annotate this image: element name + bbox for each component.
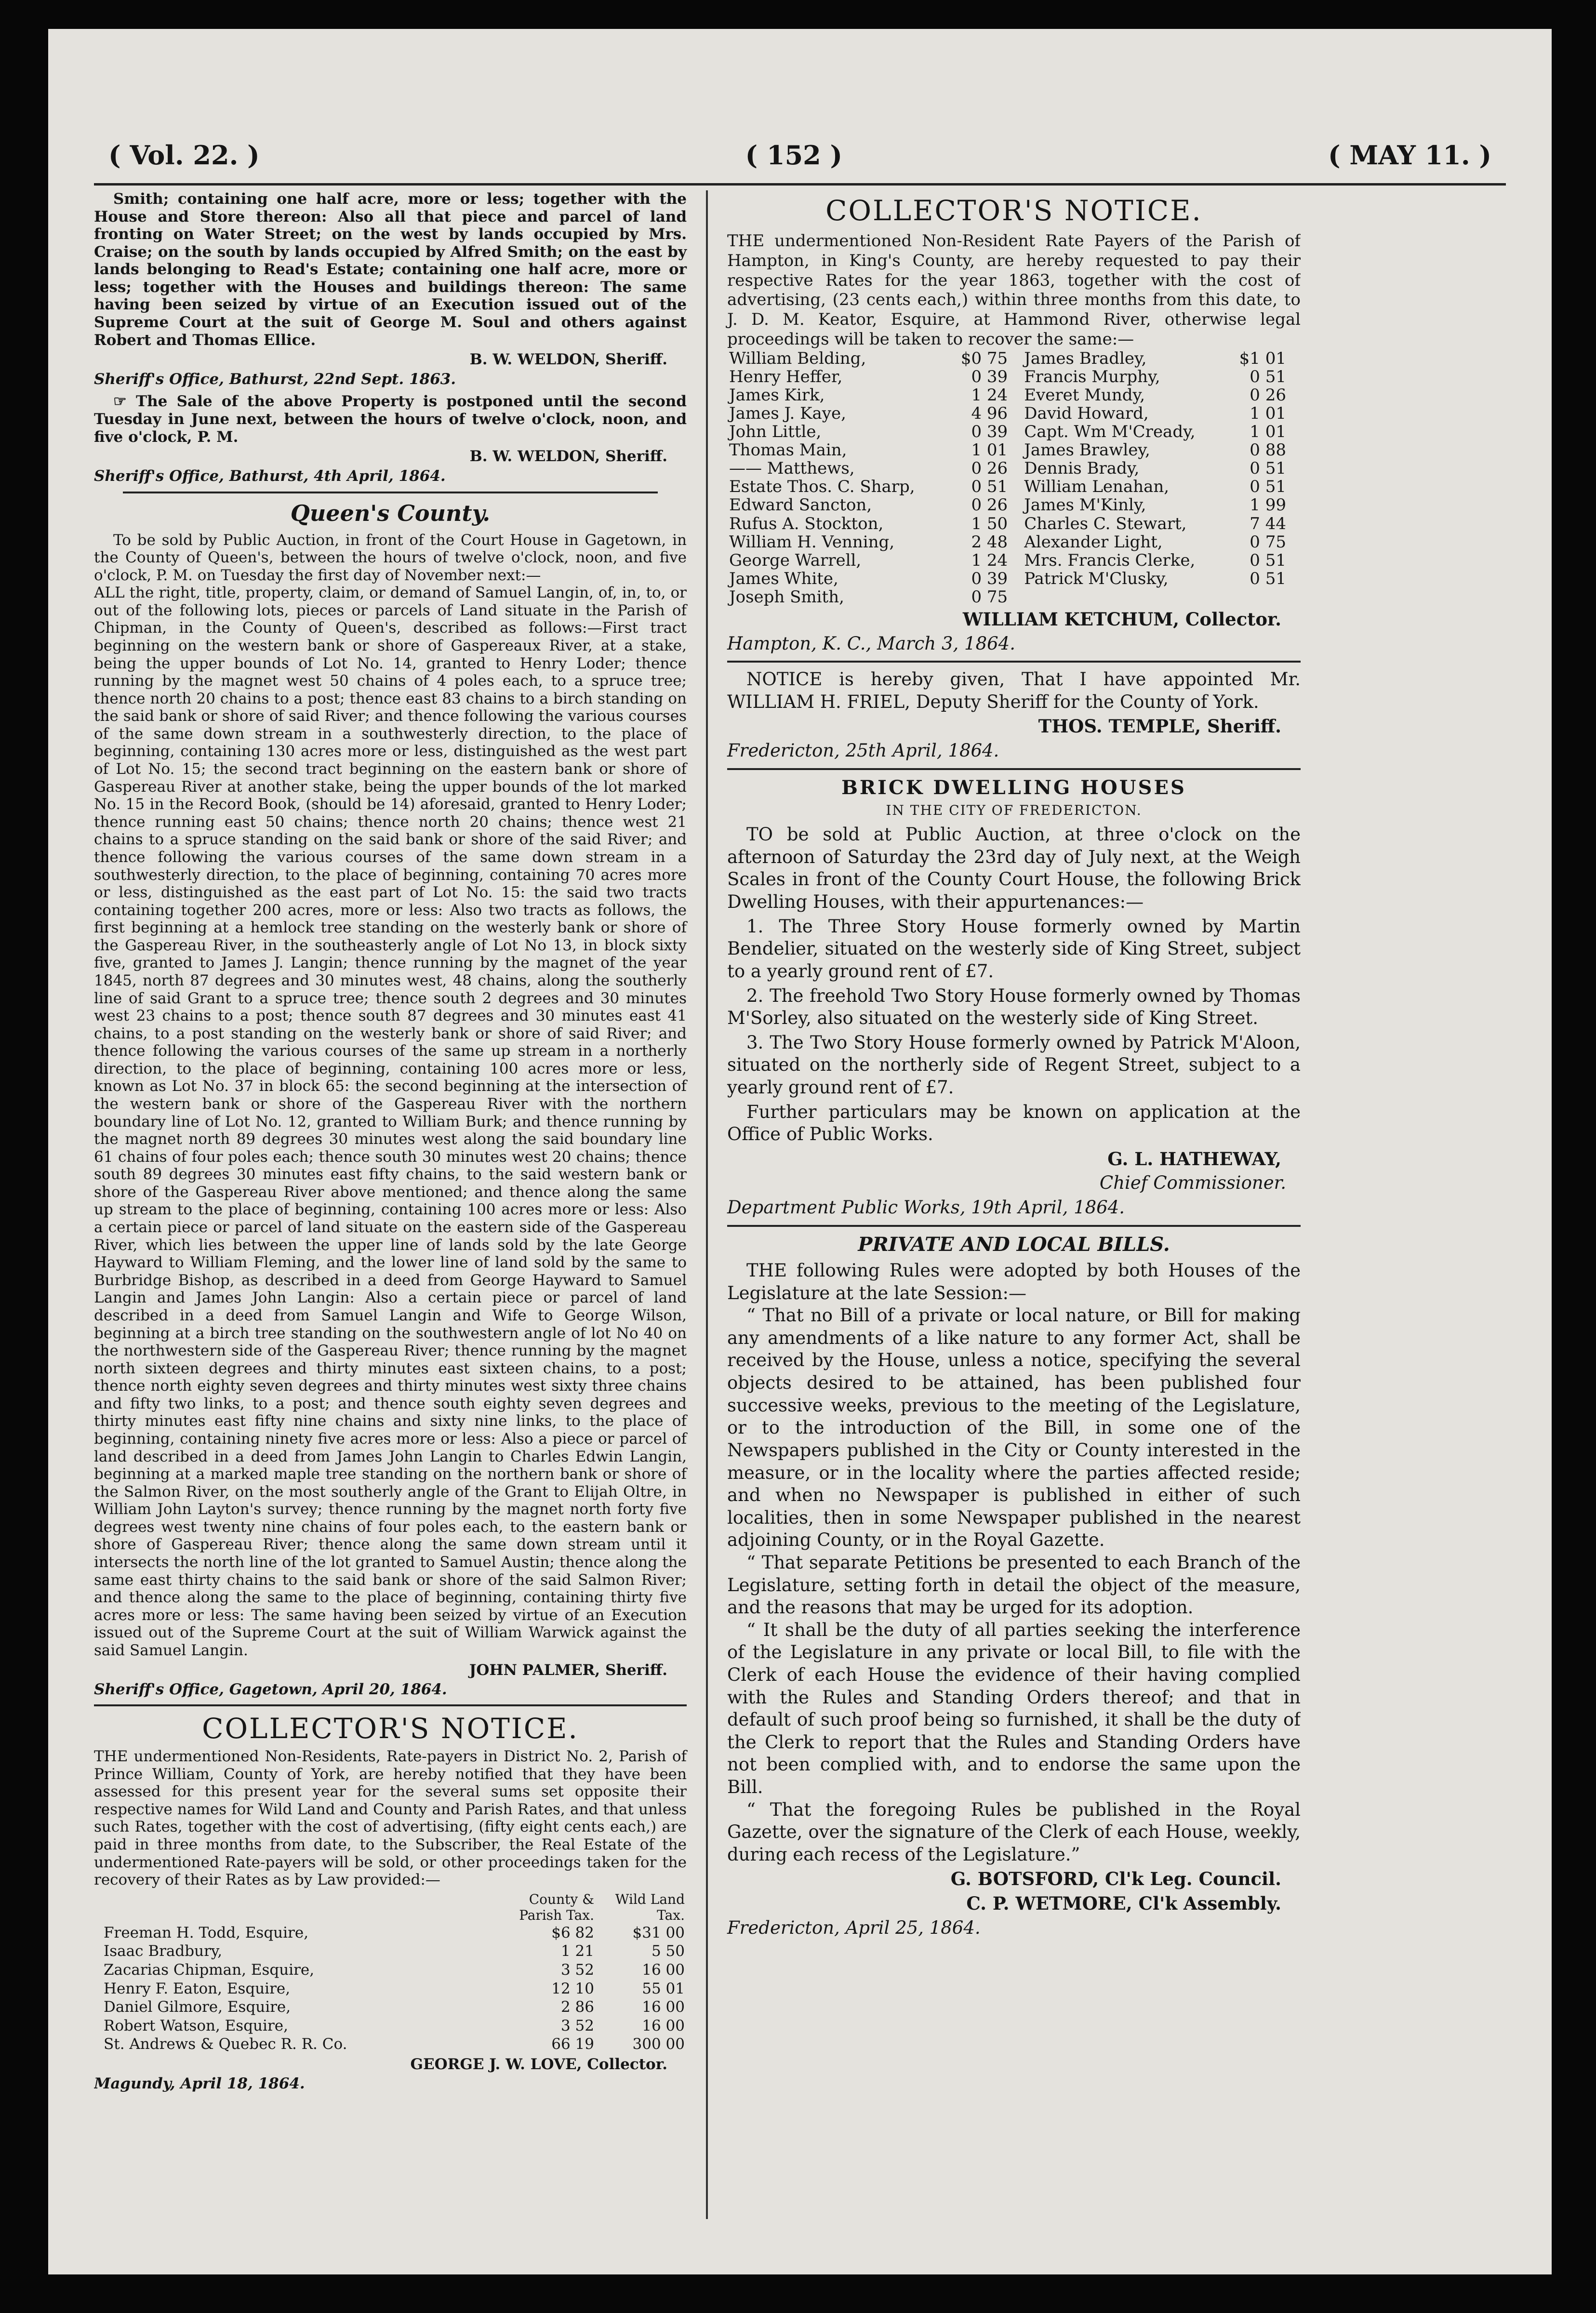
table-row: Henry F. Eaton, Esquire, 12 10 55 01 — [104, 1980, 685, 1997]
brick-signature: G. L. HATHEWAY, — [1107, 1148, 1281, 1170]
tax-table-header — [94, 1891, 687, 1924]
table-row: Thomas Main, 1 01 James Brawley, 0 88 — [729, 440, 1286, 460]
list-item: 3. The Two Story House formerly owned by Patrick M'Aloon, situated on the northerly side of Regent Street, subject to a yearly ground rent of £7. — [727, 1032, 1301, 1098]
table-row: Henry Heffer, 0 39 Francis Murphy, 0 51 — [729, 367, 1286, 386]
brick-houses-subheading: IN THE CITY OF FREDERICTON. — [886, 802, 1142, 818]
section-rule — [94, 1704, 687, 1706]
volume-label: ( Vol. 22. ) — [108, 140, 260, 171]
collector-signature: GEORGE J. W. LOVE, Collector. — [410, 2055, 667, 2073]
table-row: James White, 0 39 Patrick M'Clusky, 0 51 — [729, 569, 1286, 588]
collector-date: Magundy, April 18, 1864. — [94, 2075, 305, 2093]
brick-date: Department Public Works, 19th April, 1864. — [727, 1197, 1125, 1218]
private-bills-date: Fredericton, April 25, 1864. — [727, 1917, 981, 1938]
queens-date: Sheriff's Office, Gagetown, April 20, 1864. — [94, 1681, 447, 1699]
sheriff-date: Sheriff's Office, Bathurst, 22nd Sept. 1863. — [94, 370, 456, 388]
brick-houses-list — [727, 916, 1301, 1099]
sheriff-signature: B. W. WELDON, Sheriff. — [469, 351, 667, 369]
section-rule — [727, 661, 1301, 663]
collector-notice-heading: COLLECTOR'S NOTICE. — [202, 1712, 579, 1745]
private-bills-rule: “ It shall be the duty of all parties seeking the interference of the Legislature in any private or local Bill, to file with the Clerk of each House the evidence of their having complied with the Rules and Standing Orders thereof; and that in default of such proof being so furnished, it shall be the duty of the Clerk to report that the Rules and Standing Orders have not been complied with, and to endorse the same upon the Bill. — [727, 1619, 1301, 1798]
table-row: Rufus A. Stockton, 1 50 Charles C. Stewart, 7 44 — [729, 514, 1286, 533]
private-bills-intro: THE following Rules were adopted by both Houses of the Legislature at the late Session:— — [727, 1260, 1301, 1303]
postponement-signature: B. W. WELDON, Sheriff. — [469, 448, 667, 465]
list-item: 2. The freehold Two Story House formerly owned by Thomas M'Sorley, also situated on the westerly side of King Street. — [727, 985, 1301, 1029]
newspaper-page — [48, 29, 1552, 2274]
table-row: St. Andrews & Quebec R. R. Co. 66 19 300 00 — [104, 2035, 685, 2053]
brick-houses-heading: BRICK DWELLING HOUSES — [841, 776, 1186, 799]
table-row: Daniel Gilmore, Esquire, 2 86 16 00 — [104, 1998, 685, 2016]
queens-sale-intro: To be sold by Public Auction, in front of the Court House in Gagetown, in the County of Queen's, between the hours of twelve o'clock, noon, and five o'clock, P. M. on Tuesday the first day of November next:— — [94, 531, 687, 584]
queens-signature: JOHN PALMER, Sheriff. — [469, 1661, 667, 1679]
table-row: —— Matthews, 0 26 Dennis Brady, 0 51 — [729, 459, 1286, 479]
tax-table — [94, 1891, 687, 2054]
collector-notice-body: THE undermentioned Non-Residents, Rate-payers in District No. 2, Parish of Prince William, County of York, are hereby notified that they have been assessed for this present year for the several sums set opposite their respective names for Wild Land and County and Parish Rates, and that unless such Rates, together with the cost of advertising, (fifty eight cents each,) are paid in three months from date, to the Subscriber, the Real Estate of the undermentioned Rate-payers will be sold, or other proceedings taken for the recovery of their Rates as by Law provided:— — [94, 1748, 687, 1889]
table-row: Freeman H. Todd, Esquire, $6 82 $31 00 — [104, 1924, 685, 1941]
table-row: John Little, 0 39 Capt. Wm M'Cready, 1 01 — [729, 422, 1286, 442]
private-bills-rule: “ That no Bill of a private or local nature, or Bill for making any amendments of a like nature to any former Act, shall be received by the House, unless a notice, specifying the several objects desired to be attained, has been published four successive weeks, previous to the meeting of the Legislature, or to the introduction of the Bill, in some one of the Newspapers published in the City or County interested in the measure, or in the locality where the parties affected reside; and when no Newspaper is published in either of such localities, then in some Newspaper published in the nearest adjoining County, or in the Royal Gazette. — [727, 1305, 1301, 1551]
table-row: James J. Kaye, 4 96 David Howard, 1 01 — [729, 404, 1286, 424]
right-column — [708, 190, 1301, 2219]
private-bills-rule: “ That separate Petitions be presented to each Branch of the Legislature, setting forth in detail the object of the measure, and the reasons that may be urged for its adoption. — [727, 1552, 1301, 1618]
collector-date: Hampton, K. C., March 3, 1864. — [727, 633, 1015, 654]
table-row: Zacarias Chipman, Esquire, 3 52 16 00 — [104, 1961, 685, 1979]
table-row: Edward Sancton, 0 26 James M'Kinly, 1 99 — [729, 495, 1286, 515]
brick-houses-further: Further particulars may be known on application at the Office of Public Works. — [727, 1101, 1301, 1145]
table-row: Isaac Bradbury, 1 21 5 50 — [104, 1942, 685, 1960]
collector-notice-body: THE undermentioned Non-Resident Rate Payers of the Parish of Hampton, in King's County, are hereby requested to pay their respective Rates for the year 1863, together with the cost of advertising, (23 cents each,) within three months from this date, to J. D. M. Keator, Esquire, at Hammond River, otherwise legal proceedings will be taken to recover the same:— — [727, 231, 1301, 349]
list-item: 1. The Three Story House formerly owned by Martin Bendelier, situated on the westerly side of King Street, subject to a yearly ground rent of £7. — [727, 916, 1301, 982]
collector-notice-heading: COLLECTOR'S NOTICE. — [825, 194, 1202, 227]
table-row: Robert Watson, Esquire, 3 52 16 00 — [104, 2017, 685, 2034]
rate-payers-table — [727, 349, 1301, 606]
section-rule — [727, 1225, 1301, 1227]
private-bills-rule: “ That the foregoing Rules be published in the Royal Gazette, over the signature of the Clerk of each House, weekly, during each recess of the Legislature.” — [727, 1799, 1301, 1865]
queens-sale-description: ALL the right, title, property, claim, or demand of Samuel Langin, of, in, to, or out of the following lots, pieces or parcels of Land situate in the Parish of Chipman, in the County of Queen's, described as follows:—First tract beginning on the western bank or shore of Gaspereaux River, at a stake, being the upper bounds of Lot No. 14, granted to Henry Loder; thence running by the magnet west 50 chains of 4 poles each, to a spruce tree; thence north 20 chains to a post; thence east 83 chains to a birch standing on the said bank or shore of said River; and thence following the various courses of the same down stream in a southwesterly direction, to the place of beginning, containing 130 acres more or less, distinguished as the west part of Lot No. 15; the second tract beginning on the eastern bank or shore of Gaspereau River at another stake, being the upper bounds of the lot marked No. 15 in the Record Book, (should be 14) aforesaid, granted to Henry Loder; thence running east 50 chains; thence north 20 chains; thence west 21 chains to a spruce standing on the said bank or shore of the said River; and thence following the various courses of the same down stream in a southwesterly direction, to the place of beginning, containing 70 acres more or less, distinguished as the east part of Lot No. 15: the said two tracts containing together 200 acres, more or less: Also two tracts as follows, the first beginning at a hemlock tree standing on the westerly bank or shore of the Gaspereau River, in the southeasterly angle of Lot No 13, in block sixty five, granted to James J. Langin; thence running by the magnet of the year 1845, north 87 degrees and 30 minutes west, 48 chains, along the southerly line of said Grant to a spruce tree; thence south 2 degrees and 30 minutes west 23 chains to a post; thence south 87 degrees and 30 minutes east 41 chains, to a post standing on the westerly bank or shore of said River; and thence following the various courses of the same up stream in a northerly direction, to the place of beginning, containing 100 acres more or less, known as Lot No. 37 in block 65: the second beginning at the intersection of the western bank or shore of the Gaspereau River with the northern boundary line of Lot No. 12, granted to William Burk; and thence running by the magnet north 89 degrees 30 minutes west along the said boundary line 61 chains of four poles each; thence south 30 minutes west 20 chains; thence south 89 degrees 30 minutes east fifty chains, to the said western bank or shore of the Gaspereau River above mentioned; and thence along the same up stream to the place of beginning, containing 100 acres more or less: Also a certain piece or parcel of land situate on the eastern side of the Gaspereau River, which lies between the upper line of lands sold by the late George Hayward to William Fleming, and the lower line of land sold by the same to Burbridge Bishop, as described in a deed from George Hayward to Samuel Langin and James John Langin: Also a certain piece or parcel of land described in a deed from Samuel Langin and Wife to George Wilson, beginning at a birch tree standing on the southwestern angle of lot No 40 on the northwestern side of the Gaspereau River; thence running by the magnet north sixteen degrees and thirty minutes east sixteen chains, to a post; thence north eighty seven degrees and thirty minutes west sixty three chains and fifty two links, to a post; and thence south eighty seven degrees and thirty minutes east fifty nine chains and sixty nine links, to the place of beginning, containing ninety five acres more or less: Also a piece or parcel of land described in a deed from James John Langin to Charles Edwin Langin, beginning at a marked maple tree standing on the northern bank or shore of the Salmon River, on the most southerly angle of the Grant to Elijah Oltre, in William John Layton's survey; thence running by the magnet north forty five degrees west twenty nine chains of four poles each, to the eastern bank or shore of Gaspereau River; thence along the same down stream until it intersects the north line of the lot granted to Samuel Austin; thence along the same east thirty chains to the said bank or shore of the said Salmon River; and thence along the same to the place of beginning, containing thirty five acres more or less: The same having been seized by virtue of an Execution issued out of the Supreme Court at the suit of William Warwick against the said Samuel Langin. — [94, 584, 687, 1659]
deputy-signature: THOS. TEMPLE, Sheriff. — [1038, 716, 1281, 737]
table-row: George Warrell, 1 24 Mrs. Francis Clerke, 0 51 — [729, 550, 1286, 570]
page-header — [108, 140, 1491, 171]
header-rule — [94, 183, 1506, 186]
postponement-date: Sheriff's Office, Bathurst, 4th April, 1864. — [94, 467, 446, 485]
council-clerk-signature: G. BOTSFORD, Cl'k Leg. Council. — [950, 1868, 1281, 1890]
brick-houses-intro: TO be sold at Public Auction, at three o'clock on the afternoon of Saturday the 23rd day of July next, at the Weigh Scales in front of the County Court House, the following Brick Dwelling Houses, with their appurtenances:— — [727, 824, 1301, 913]
columns — [94, 190, 1506, 2219]
collector-signature: WILLIAM KETCHUM, Collector. — [962, 608, 1281, 630]
col-county-parish: County & Parish Tax. — [519, 1891, 594, 1923]
left-column — [94, 190, 706, 2219]
table-row: Joseph Smith, 0 75 — [729, 587, 1008, 607]
sheriff-sale-continued: Smith; containing one half acre, more or less; together with the House and Store thereon: Also all that piece and parcel of land fronting on Water Street; on the west by lands occupied by Mrs. Craise; on the south by lands occupied by Alfred Smith; on the east by lands belonging to Read's Estate; containing one half acre, more or less; together with the Houses and buildings thereon: The same having been seized by virtue of an Execution issued out of the Supreme Court at the suit of George M. Soul and others against Robert and Thomas Ellice. — [94, 190, 687, 349]
table-row: William Belding, $0 75 James Bradley, $1 01 — [729, 348, 1286, 368]
deputy-date: Fredericton, 25th April, 1864. — [727, 740, 999, 761]
col-wild-land: Wild Land Tax. — [615, 1891, 685, 1923]
page-number: ( 152 ) — [745, 140, 843, 171]
table-row: William H. Venning, 2 48 Alexander Light, 0 75 — [729, 532, 1286, 552]
postponement-notice: ☞ The Sale of the above Property is postponed until the second Tuesday in June next, between the hours of twelve o'clock, noon, and five o'clock, P. M. — [94, 393, 687, 446]
issue-date: ( MAY 11. ) — [1328, 140, 1491, 171]
table-row: Estate Thos. C. Sharp, 0 51 William Lenahan, 0 51 — [729, 477, 1286, 497]
brick-signature-title: Chief Commissioner. — [1099, 1172, 1286, 1194]
private-bills-heading: PRIVATE AND LOCAL BILLS. — [858, 1233, 1170, 1256]
deputy-notice: NOTICE is hereby given, That I have appointed Mr. WILLIAM H. FRIEL, Deputy Sheriff for the County of York. — [727, 669, 1301, 712]
assembly-clerk-signature: C. P. WETMORE, Cl'k Assembly. — [966, 1893, 1281, 1914]
table-row: James Kirk, 1 24 Everet Mundy, 0 26 — [729, 386, 1286, 405]
section-rule — [123, 492, 658, 493]
section-rule — [727, 768, 1301, 770]
queens-county-heading: Queen's County. — [290, 500, 491, 527]
